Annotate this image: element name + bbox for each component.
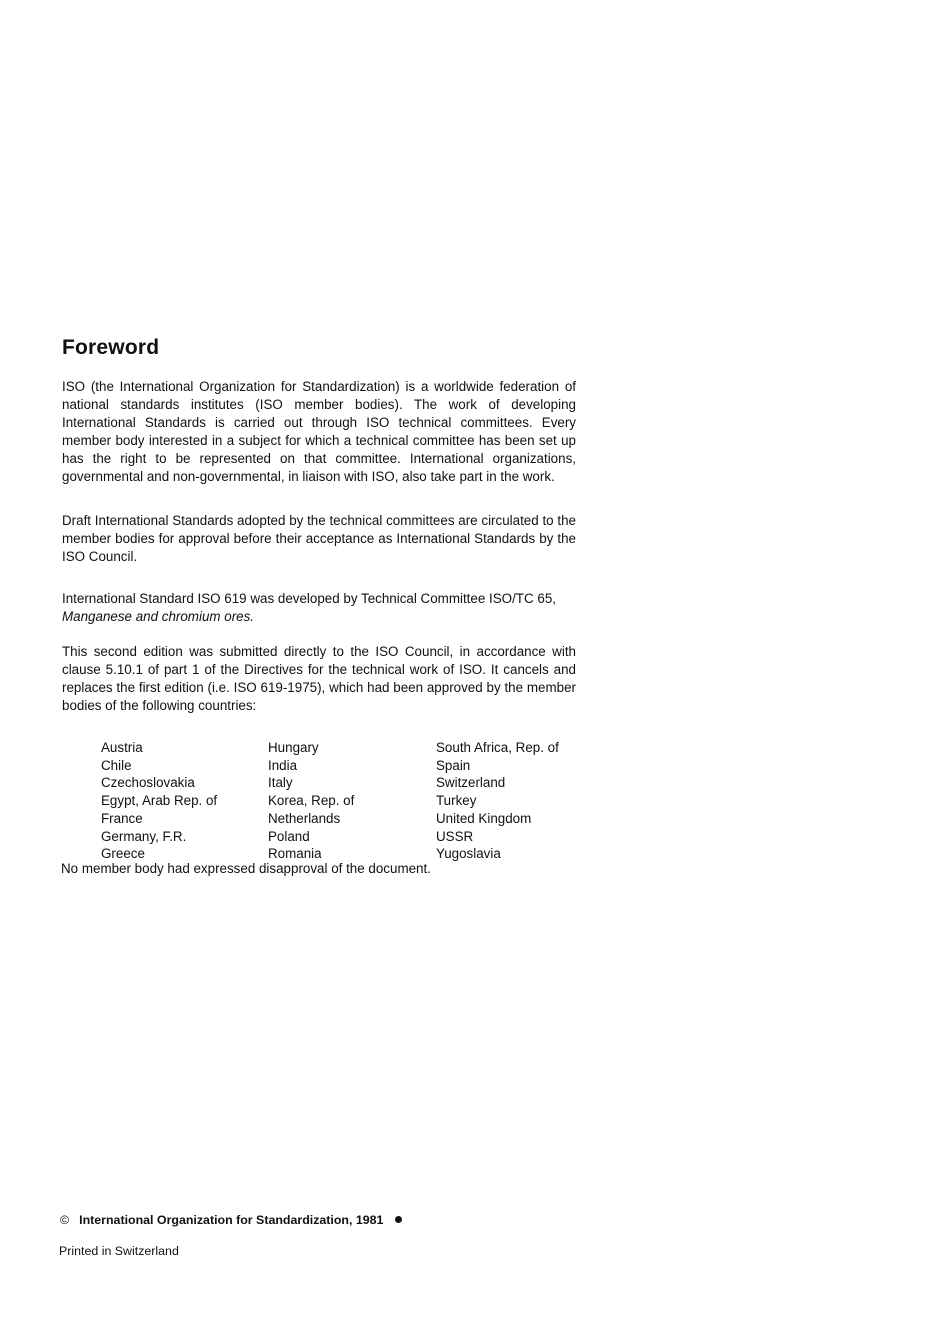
paragraph-text: ISO (the International Organization for Standardization) is a worldwide federation of national standards institutes (ISO member bodies). The work of developing International Standards is carried out through ISO technical committees. Every member body interested in a subject for which a technical committee has been set up has the right to be represented on that committee. International organizations, governmental and non-governmental, in liaison with ISO, also take part in the work. [62, 379, 576, 484]
country-item: Italy [268, 775, 293, 791]
country-item: Spain [436, 757, 471, 773]
country-column-1 [101, 739, 217, 863]
country-item: South Africa, Rep. of [436, 740, 559, 755]
country-item: USSR [436, 828, 474, 844]
copyright-icon: © [60, 1213, 70, 1227]
paragraph-text [62, 590, 576, 626]
paragraph-committee [62, 590, 576, 626]
closing-statement: No member body had expressed disapproval of the document. [61, 861, 431, 876]
country-item: Austria [101, 740, 143, 755]
country-item: United Kingdom [436, 810, 532, 826]
country-item: Greece [101, 846, 145, 862]
page-title: Foreword [62, 336, 160, 359]
country-item: Netherlands [268, 810, 341, 826]
bullet-icon [395, 1216, 402, 1223]
committee-statement: International Standard ISO 619 was developed by Technical Committee ISO/TC 65, [62, 591, 556, 606]
country-item: Turkey [436, 793, 477, 809]
printed-note: Printed in Switzerland [59, 1244, 179, 1258]
country-item: Romania [268, 846, 322, 862]
country-item: Hungary [268, 740, 319, 755]
country-item: Poland [268, 828, 310, 844]
country-column-3 [436, 739, 559, 863]
paragraph-draft-standards [62, 512, 576, 566]
paragraph-iso-intro [62, 378, 576, 486]
country-item: India [268, 757, 298, 773]
country-item: Germany, F.R. [101, 828, 187, 844]
committee-title: Manganese and chromium ores. [62, 609, 255, 624]
paragraph-text: Draft International Standards adopted by the technical committees are circulated to the member bodies for approval before their acceptance as International Standards by the ISO Council. [62, 513, 576, 564]
country-item: Egypt, Arab Rep. of [101, 793, 218, 809]
copyright-text: International Organization for Standardization, 1981 [79, 1213, 384, 1227]
country-column-2 [268, 739, 354, 863]
country-item: Yugoslavia [436, 846, 501, 862]
paragraph-text: This second edition was submitted directly to the ISO Council, in accordance with clause 5.10.1 of part 1 of the Directives for the technical work of ISO. It cancels and replaces the first edition (i.e. ISO 619-1975), which had been approved by the member bodies of the following countries: [62, 644, 576, 713]
copyright-line [60, 1213, 402, 1227]
country-item: Chile [101, 757, 132, 773]
paragraph-second-edition [62, 643, 576, 715]
country-item: Switzerland [436, 775, 506, 791]
country-item: Czechoslovakia [101, 775, 195, 791]
country-item: France [101, 810, 143, 826]
country-item: Korea, Rep. of [268, 793, 355, 809]
